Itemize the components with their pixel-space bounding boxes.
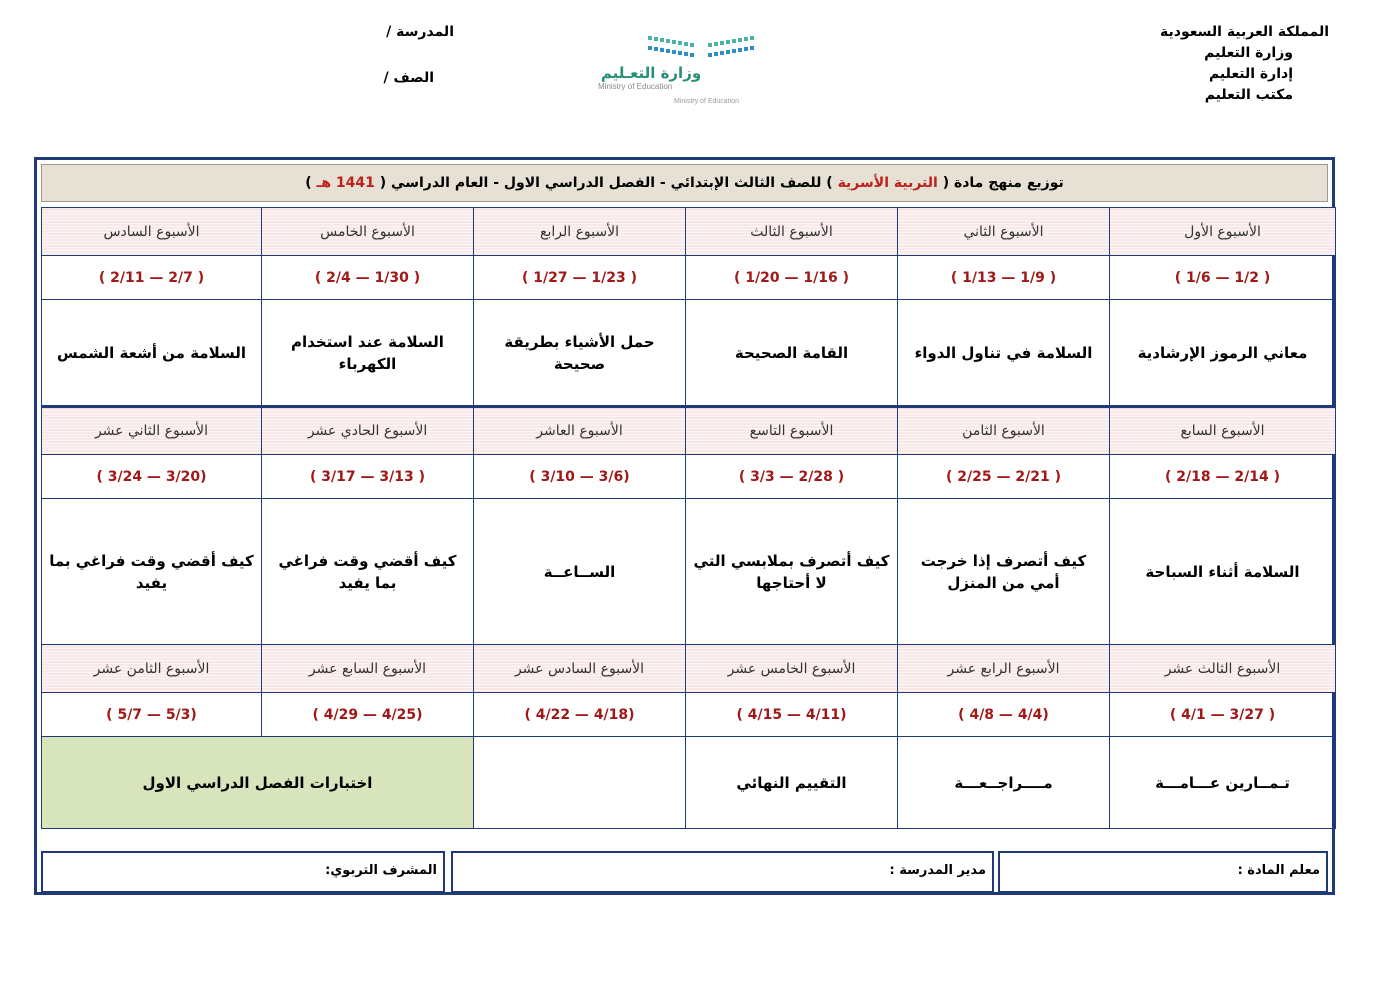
week-date: ( 3/13 — 3/17 ) bbox=[262, 455, 474, 499]
week-label: الأسبوع السابع bbox=[1110, 407, 1336, 455]
week-label: الأسبوع الثامن عشر bbox=[42, 645, 262, 693]
date-row bbox=[42, 256, 1336, 300]
date-row bbox=[42, 455, 1336, 499]
lesson-topic: معاني الرموز الإرشادية bbox=[1110, 300, 1336, 407]
week-label: الأسبوع العاشر bbox=[474, 407, 686, 455]
week-label: الأسبوع الثاني bbox=[898, 208, 1110, 256]
class-label: الصف / bbox=[383, 70, 434, 86]
curriculum-grid bbox=[41, 207, 1336, 829]
week-date: ( 1/30 — 2/4 ) bbox=[262, 256, 474, 300]
general-exercises: تـمــارين عـــامـــة bbox=[1110, 737, 1336, 829]
ministry-logo bbox=[596, 34, 756, 112]
week-label: الأسبوع السادس عشر bbox=[474, 645, 686, 693]
title-part2: ) للصف الثالث الإبتدائي - الفصل الدراسي الاول - العام الدراسي ( bbox=[379, 175, 833, 191]
week-date: ( 1/2 — 1/6 ) bbox=[1110, 256, 1336, 300]
week-label: الأسبوع الخامس عشر bbox=[686, 645, 898, 693]
topic-row bbox=[42, 300, 1336, 407]
semester-exams: اختبارات الفصل الدراسي الاول bbox=[42, 737, 474, 829]
title-part3: ) bbox=[305, 175, 312, 191]
week-date: ( 1/23 — 1/27 ) bbox=[474, 256, 686, 300]
week-date: (4/25 — 4/29 ) bbox=[262, 693, 474, 737]
week-date: (5/3 — 5/7 ) bbox=[42, 693, 262, 737]
lesson-topic: كيف أتصرف بملابسي التي لا أحتاجها bbox=[686, 499, 898, 645]
logo-english-small-text: Ministry of Education bbox=[674, 98, 739, 105]
week-date: ( 1/16 — 1/20 ) bbox=[686, 256, 898, 300]
review: مــــراجــعـــة bbox=[898, 737, 1110, 829]
lesson-topic: كيف أتصرف إذا خرجت أمي من المنزل bbox=[898, 499, 1110, 645]
title-year: 1441 هـ bbox=[316, 175, 375, 191]
header-line-kingdom: المملكة العربية السعودية bbox=[1160, 24, 1329, 40]
supervisor-signature: المشرف التربوي: bbox=[41, 851, 445, 893]
week-date: ( 3/27 — 4/1 ) bbox=[1110, 693, 1336, 737]
logo-arabic-text: وزارة التعـليم bbox=[600, 64, 702, 82]
week-date: (3/20 — 3/24 ) bbox=[42, 455, 262, 499]
week-header-row bbox=[42, 407, 1336, 455]
date-row bbox=[42, 693, 1336, 737]
week-label: الأسبوع الحادي عشر bbox=[262, 407, 474, 455]
week-date: ( 2/14 — 2/18 ) bbox=[1110, 455, 1336, 499]
lesson-topic: كيف أقضي وقت فراغي بما يفيد bbox=[42, 499, 262, 645]
week-date: (4/4 — 4/8 ) bbox=[898, 693, 1110, 737]
lesson-topic: حمل الأشياء بطريقة صحيحة bbox=[474, 300, 686, 407]
week-label: الأسبوع التاسع bbox=[686, 407, 898, 455]
week-date: (4/18 — 4/22 ) bbox=[474, 693, 686, 737]
week-date: (4/11 — 4/15 ) bbox=[686, 693, 898, 737]
week-label: الأسبوع الخامس bbox=[262, 208, 474, 256]
header-line-administration: إدارة التعليم bbox=[1208, 66, 1293, 82]
week-date: ( 2/21 — 2/25 ) bbox=[898, 455, 1110, 499]
week-label: الأسبوع الرابع bbox=[474, 208, 686, 256]
lesson-topic: القامة الصحيحة bbox=[686, 300, 898, 407]
week-label: الأسبوع الرابع عشر bbox=[898, 645, 1110, 693]
signature-row bbox=[41, 851, 1328, 893]
week-date: ( 2/7 — 2/11 ) bbox=[42, 256, 262, 300]
curriculum-table-frame bbox=[34, 157, 1335, 895]
week-label: الأسبوع الثالث bbox=[686, 208, 898, 256]
principal-signature: مدير المدرسة : bbox=[451, 851, 994, 893]
ministry-header bbox=[1129, 22, 1329, 106]
ministry-logo-icon bbox=[648, 34, 754, 58]
school-label: المدرسة / bbox=[386, 24, 454, 40]
title-subject: التربية الأسرية bbox=[837, 175, 938, 191]
week-date: ( 2/28 — 3/3 ) bbox=[686, 455, 898, 499]
topic-row bbox=[42, 499, 1336, 645]
lesson-topic: كيف أقضي وقت فراغي بما يفيد bbox=[262, 499, 474, 645]
table-title bbox=[41, 164, 1328, 202]
lesson-topic: السلامة في تناول الدواء bbox=[898, 300, 1110, 407]
header-line-office: مكتب التعليم bbox=[1204, 87, 1293, 103]
final-assessment: التقييم النهائي bbox=[686, 737, 898, 829]
logo-english-text: Ministry of Education bbox=[598, 82, 673, 91]
week-date: ( 1/9 — 1/13 ) bbox=[898, 256, 1110, 300]
title-part1: توزيع منهج مادة ( bbox=[942, 175, 1064, 191]
week-label: الأسبوع الثاني عشر bbox=[42, 407, 262, 455]
teacher-signature: معلم المادة : bbox=[998, 851, 1328, 893]
week-label: الأسبوع السابع عشر bbox=[262, 645, 474, 693]
lesson-topic: الســاعــة bbox=[474, 499, 686, 645]
week-header-row bbox=[42, 645, 1336, 693]
week-date: (3/6 — 3/10 ) bbox=[474, 455, 686, 499]
lesson-topic: السلامة أثناء السباحة bbox=[1110, 499, 1336, 645]
empty-cell bbox=[474, 737, 686, 829]
header-line-ministry: وزارة التعليم bbox=[1204, 45, 1293, 61]
lesson-topic: السلامة من أشعة الشمس bbox=[42, 300, 262, 407]
week-label: الأسبوع الثامن bbox=[898, 407, 1110, 455]
week-label: الأسبوع الأول bbox=[1110, 208, 1336, 256]
week-label: الأسبوع الثالث عشر bbox=[1110, 645, 1336, 693]
week-label: الأسبوع السادس bbox=[42, 208, 262, 256]
week-header-row bbox=[42, 208, 1336, 256]
lesson-topic: السلامة عند استخدام الكهرباء bbox=[262, 300, 474, 407]
final-row bbox=[42, 737, 1336, 829]
